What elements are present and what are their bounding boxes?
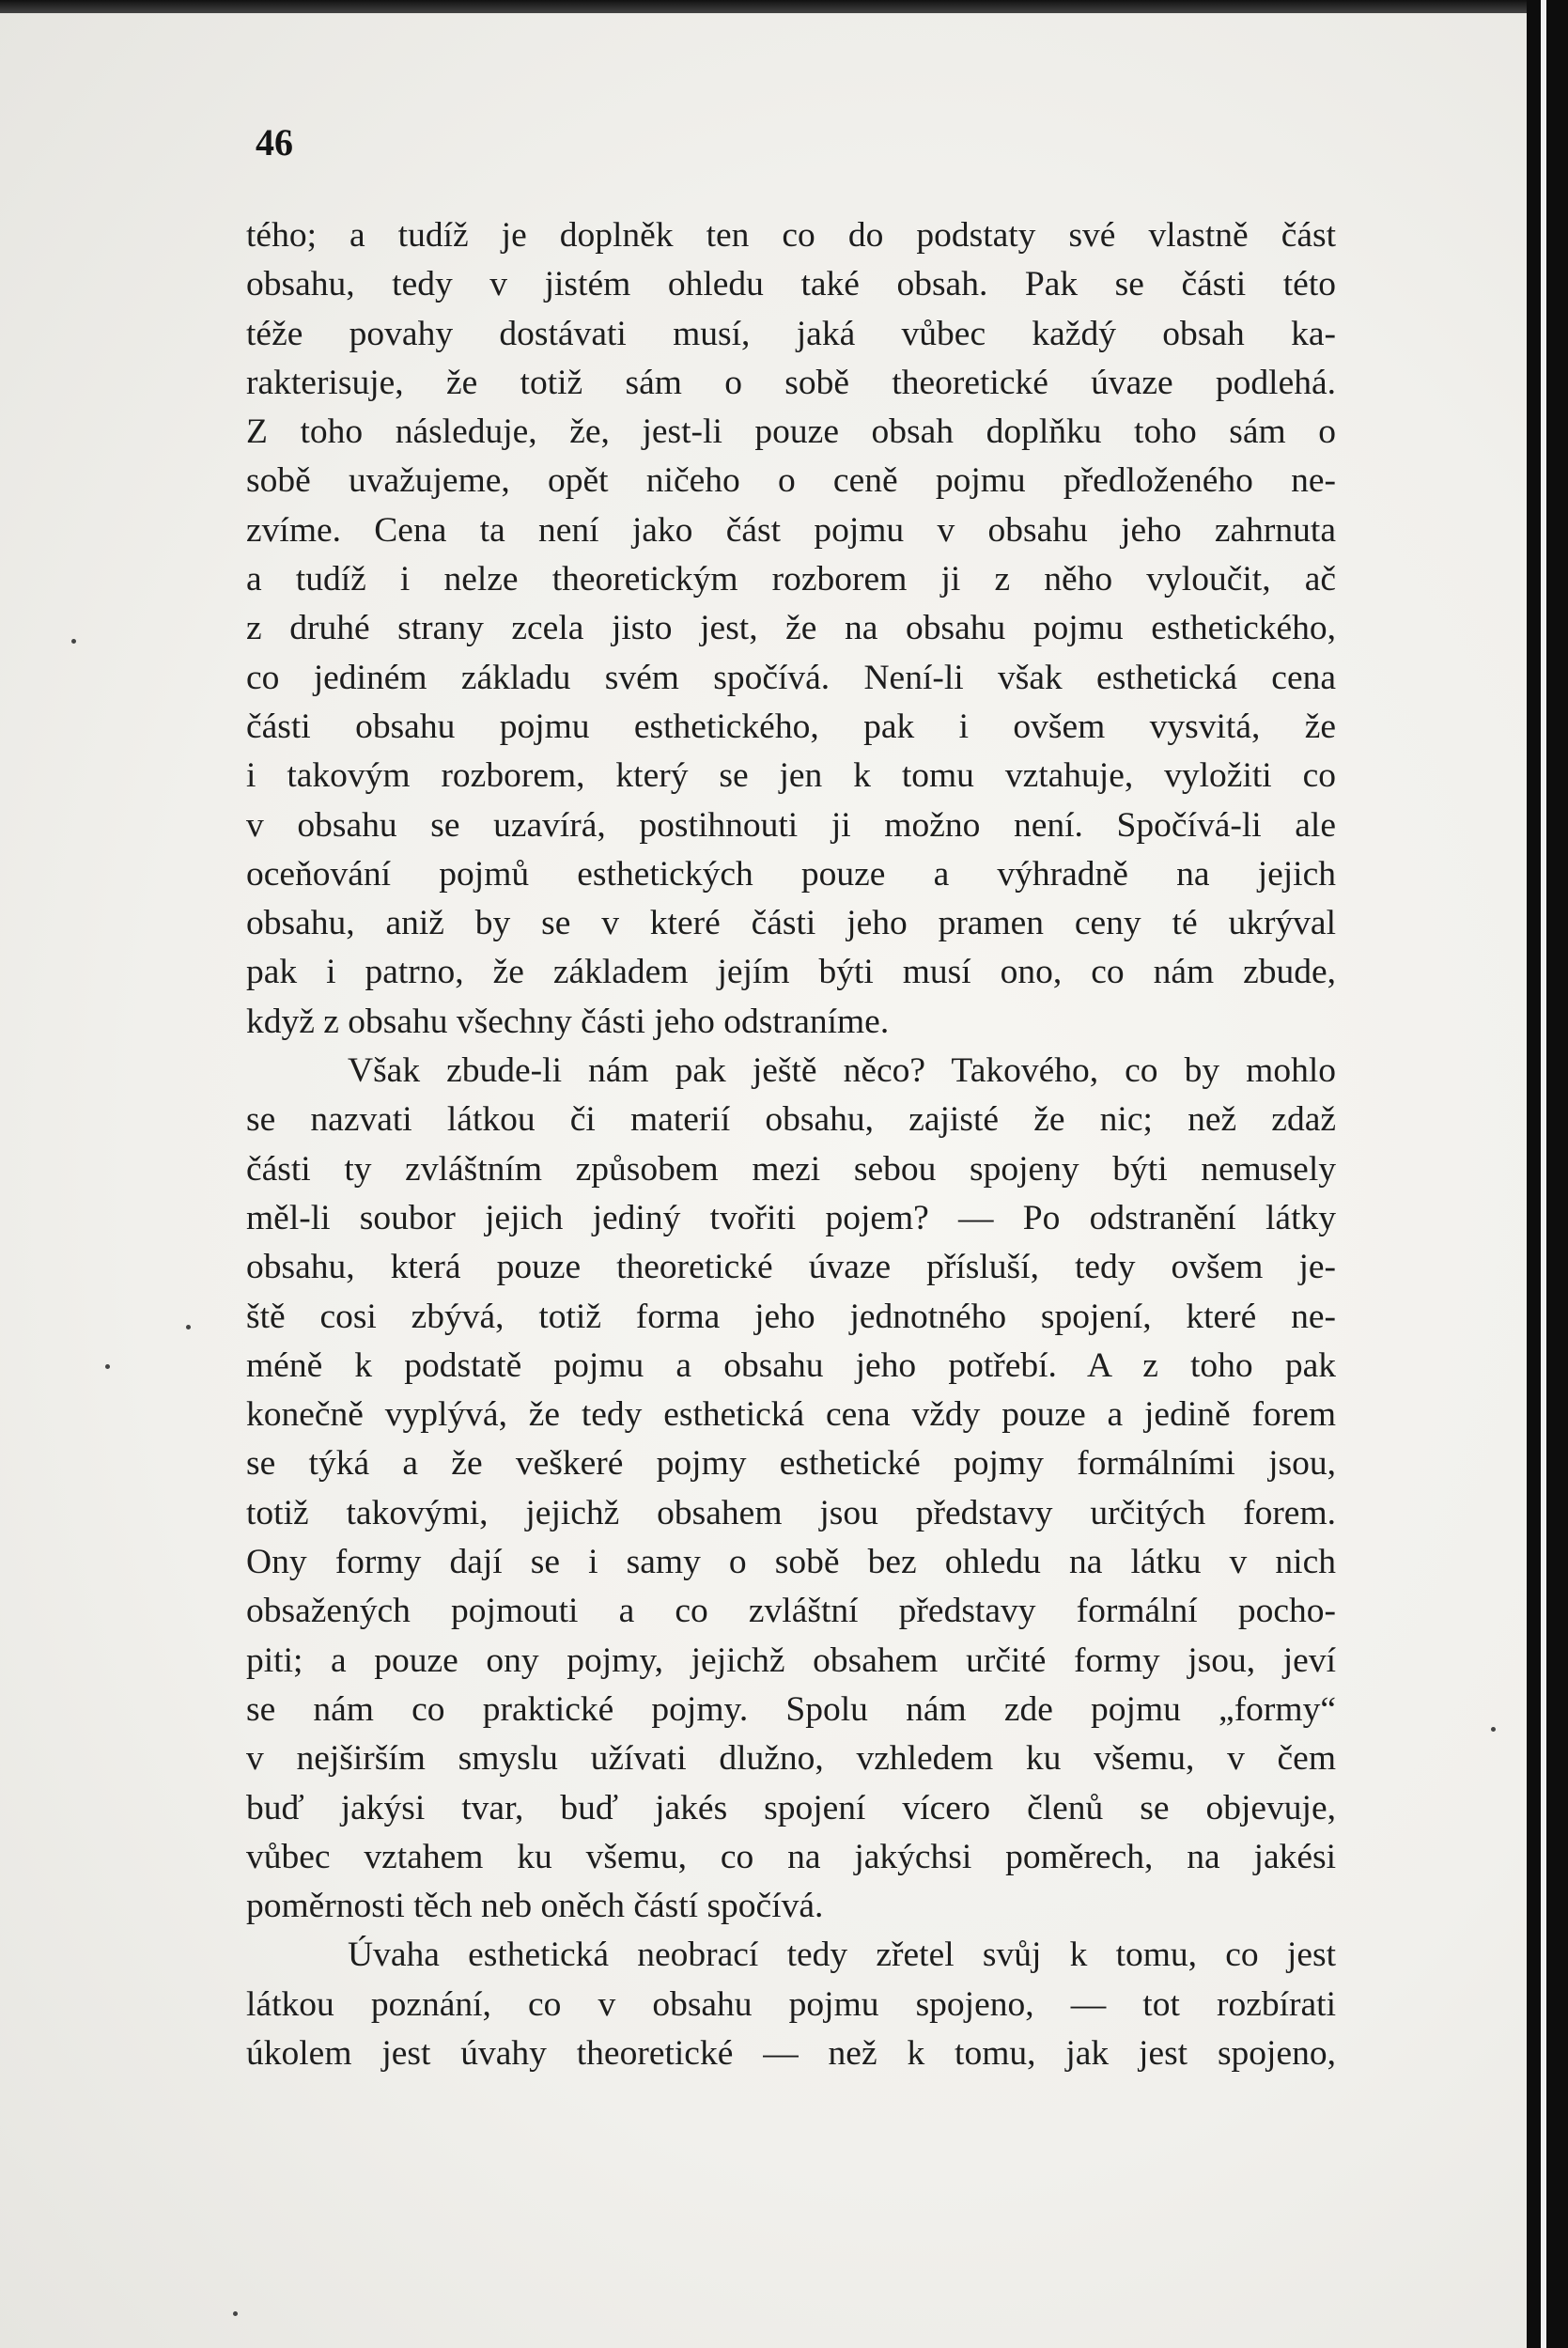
- scan-speck: [1491, 1727, 1496, 1732]
- text-line: rakterisuje, že totiž sám o sobě theoretické úvaze podlehá.: [246, 363, 1336, 402]
- text-line: pak i patrno, že základem jejím býti musí ono, co nám zbude,: [246, 953, 1336, 992]
- text-line: zvíme. Cena ta není jako část pojmu v obsahu jeho zahrnuta: [246, 510, 1336, 550]
- text-line: se nám co praktické pojmy. Spolu nám zde pojmu „formy“: [246, 1689, 1336, 1729]
- page-number: 46: [256, 121, 293, 163]
- text-line: úkolem jest úvahy theoretické — než k tomu, jak jest spojeno,: [246, 2033, 1336, 2073]
- text-line: látkou poznání, co v obsahu pojmu spojeno, — tot rozbírati: [246, 1984, 1336, 2024]
- text-line: v nejširším smyslu užívati dlužno, vzhledem ku všemu, v čem: [246, 1739, 1336, 1779]
- text-line: části obsahu pojmu esthetického, pak i ovšem vysvitá, že: [246, 707, 1336, 746]
- scan-speck: [71, 639, 76, 644]
- text-line: se týká a že veškeré pojmy esthetické pojmy formálními jsou,: [246, 1444, 1336, 1484]
- text-line: sobě uvažujeme, opět ničeho o ceně pojmu předloženého ne-: [246, 461, 1336, 501]
- scan-border-top: [0, 0, 1568, 13]
- text-line: Ony formy dají se i samy o sobě bez ohledu na látku v nich: [246, 1543, 1336, 1582]
- text-line: v obsahu se uzavírá, postihnouti ji možno není. Spočívá-li ale: [246, 805, 1336, 845]
- text-line: měl-li soubor jejich jediný tvořiti pojem? — Po odstranění látky: [246, 1198, 1336, 1237]
- text-line: vůbec vztahem ku všemu, co na jakýchsi poměrech, na jakési: [246, 1837, 1336, 1876]
- text-line: buď jakýsi tvar, buď jakés spojení vícero členů se objevuje,: [246, 1788, 1336, 1827]
- paragraph-end-line: poměrnosti těch neb oněch částí spočívá.: [246, 1887, 824, 1926]
- text-line: piti; a pouze ony pojmy, jejichž obsahem určité formy jsou, jeví: [246, 1640, 1336, 1680]
- text-line: oceňování pojmů esthetických pouze a výhradně na jejich: [246, 854, 1336, 894]
- text-line: a tudíž i nelze theoretickým rozborem ji z něho vyloučit, ač: [246, 560, 1336, 599]
- scan-speck: [105, 1364, 110, 1369]
- text-line: totiž takovými, jejichž obsahem jsou představy určitých forem.: [246, 1493, 1336, 1532]
- text-line: se nazvati látkou či materií obsahu, zajisté že nic; než zdaž: [246, 1100, 1336, 1140]
- paragraph-end-line: když z obsahu všechny části jeho odstraníme.: [246, 1002, 890, 1041]
- scan-border-right: [1527, 0, 1568, 2348]
- text-line: Z toho následuje, že, jest-li pouze obsah doplňku toho sám o: [246, 412, 1336, 452]
- scan-speck: [233, 2311, 238, 2316]
- scan-speck: [186, 1325, 191, 1329]
- paragraph-start-line: Úvaha esthetická neobrací tedy zřetel svůj k tomu, co jest: [348, 1936, 1336, 1975]
- text-line: téže povahy dostávati musí, jaká vůbec každý obsah ka-: [246, 314, 1336, 353]
- scan-border-line: [1541, 0, 1546, 2348]
- text-line: konečně vyplývá, že tedy esthetická cena vždy pouze a jedině forem: [246, 1395, 1336, 1435]
- text-line: méně k podstatě pojmu a obsahu jeho potřebí. A z toho pak: [246, 1345, 1336, 1385]
- text-line: ště cosi zbývá, totiž forma jeho jednotného spojení, které ne-: [246, 1297, 1336, 1336]
- text-line: části ty zvláštním způsobem mezi sebou spojeny býti nemusely: [246, 1149, 1336, 1189]
- text-line: obsažených pojmouti a co zvláštní představy formální pocho-: [246, 1592, 1336, 1631]
- text-line: obsahu, tedy v jistém ohledu také obsah. Pak se části této: [246, 265, 1336, 304]
- text-line: i takovým rozborem, který se jen k tomu vztahuje, vyložiti co: [246, 756, 1336, 796]
- paragraph-start-line: Však zbude-li nám pak ještě něco? Takového, co by mohlo: [348, 1051, 1336, 1091]
- text-line: tého; a tudíž je doplněk ten co do podstaty své vlastně část: [246, 216, 1336, 255]
- body-text: [246, 211, 1336, 2078]
- text-line: obsahu, aniž by se v které části jeho pramen ceny té ukrýval: [246, 904, 1336, 943]
- text-line: co jediném základu svém spočívá. Není-li však esthetická cena: [246, 658, 1336, 697]
- text-line: obsahu, která pouze theoretické úvaze přísluší, tedy ovšem je-: [246, 1248, 1336, 1287]
- text-line: z druhé strany zcela jisto jest, že na obsahu pojmu esthetického,: [246, 609, 1336, 648]
